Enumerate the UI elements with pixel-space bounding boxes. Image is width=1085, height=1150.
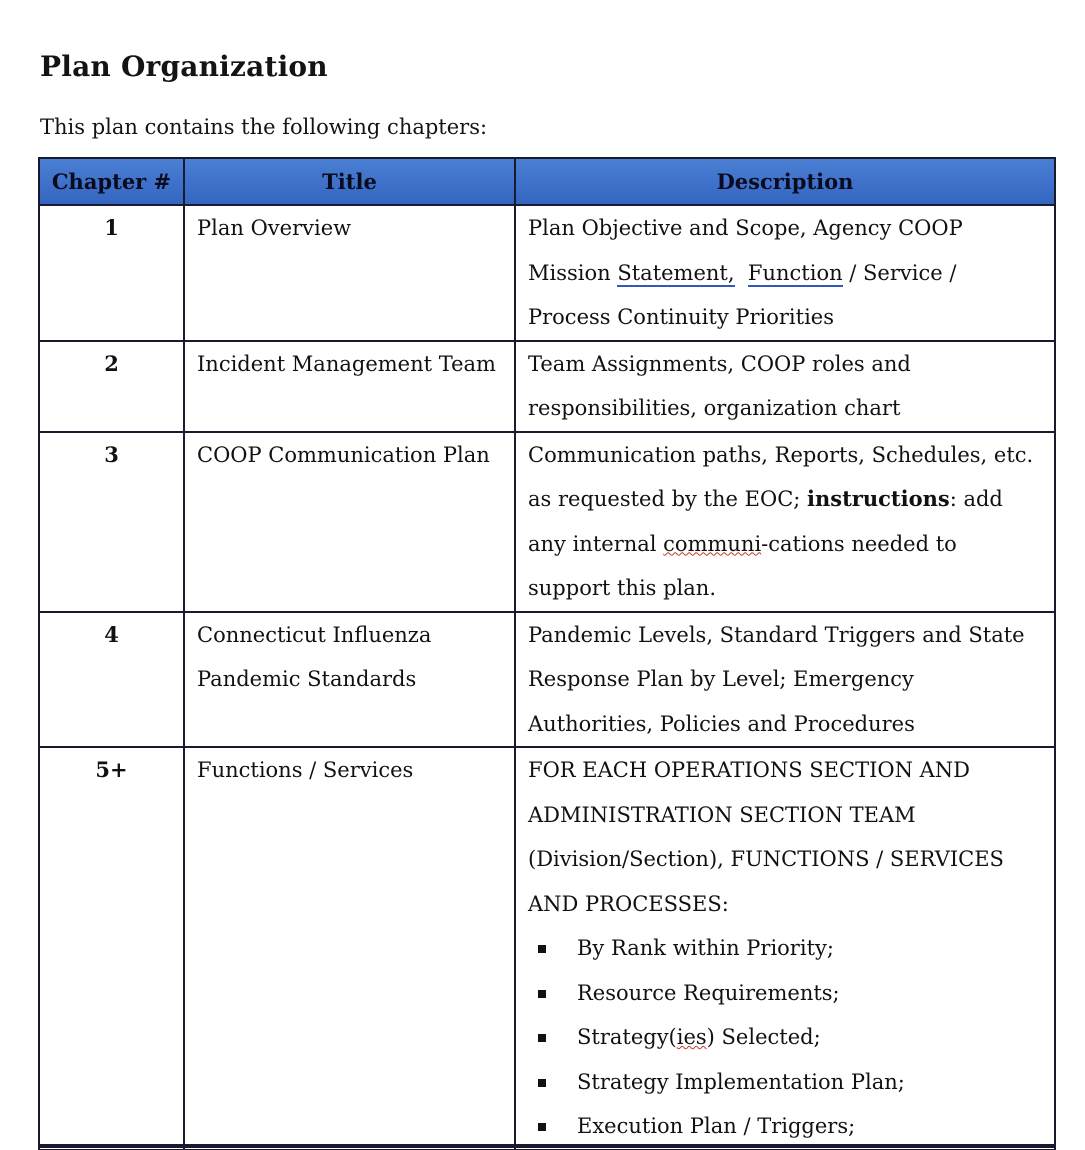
bullet-icon (538, 1079, 546, 1087)
description-text: Plan Objective and Scope, Agency COOP Mission (528, 216, 963, 285)
chapter-description (515, 432, 1055, 612)
list-item (528, 926, 1044, 971)
chapter-description: Team Assignments, COOP roles and responsibilities, organization chart (515, 341, 1055, 432)
list-item-text: Resource Requirements; (577, 980, 840, 1005)
header-title: Title (184, 158, 515, 205)
description-text: -cations needed to support this plan. (528, 531, 957, 600)
header-description: Description (515, 158, 1055, 205)
bullet-icon (538, 1034, 546, 1042)
list-item-text: Strategy Implementation Plan; (577, 1069, 905, 1094)
list-item-text: Execution Plan / Triggers; (577, 1114, 856, 1138)
table-row (39, 432, 1055, 612)
list-item (528, 971, 1044, 1016)
chapter-description: Pandemic Levels, Standard Triggers and State Response Plan by Level; Emergency Authorities, Policies and Procedures (515, 612, 1055, 748)
bullet-icon (538, 945, 546, 953)
chapter-description (515, 205, 1055, 341)
table-row (39, 341, 1055, 432)
chapter-title: Plan Overview (184, 205, 515, 341)
instructions-label: instructions (807, 486, 950, 511)
list-item (528, 1015, 1044, 1060)
hyperlink-statement[interactable]: Statement, (617, 260, 735, 285)
bullet-list (528, 926, 1044, 1149)
intro-text: This plan contains the following chapters: (40, 115, 488, 139)
list-item-text: Strategy( (577, 1025, 677, 1049)
table-bottom-border (38, 1144, 1054, 1148)
list-item (528, 1060, 1044, 1105)
chapter-title: COOP Communication Plan (184, 432, 515, 612)
chapter-description (515, 747, 1055, 1150)
hyperlink-function[interactable]: Function (747, 260, 843, 285)
list-item-text: By Rank within Priority; (577, 936, 834, 960)
description-text: FOR EACH OPERATIONS SECTION AND ADMINISTRATION SECTION TEAM (Division/Section), FUNCTIONS / SERVICES AND PROCESSES: (528, 758, 1004, 916)
chapter-title: Incident Management Team (184, 341, 515, 432)
page-heading: Plan Organization (40, 50, 328, 83)
list-item (528, 1104, 1044, 1149)
chapter-number: 2 (39, 341, 184, 432)
bullet-icon (538, 990, 546, 998)
list-item-text: ) Selected; (706, 1025, 821, 1049)
bullet-icon (538, 1123, 546, 1131)
chapter-title: Functions / Services (184, 747, 515, 1150)
chapter-title: Connecticut Influenza Pandemic Standards (184, 612, 515, 748)
table-header-row (39, 158, 1055, 205)
table-row (39, 612, 1055, 748)
chapters-table (38, 157, 1056, 1150)
description-text: : add any internal (528, 487, 1003, 556)
chapter-number: 5+ (39, 747, 184, 1150)
chapter-number: 1 (39, 205, 184, 341)
description-text: / Service / Process Continuity Priorities (528, 260, 957, 329)
description-text: Communication paths, Reports, Schedules, etc. as requested by the EOC; (528, 442, 1034, 511)
table-row (39, 205, 1055, 341)
header-chapter: Chapter # (39, 158, 184, 205)
table-row (39, 747, 1055, 1150)
spelling-flag: communi (663, 531, 762, 556)
spelling-flag: ies (676, 1025, 707, 1049)
chapter-number: 4 (39, 612, 184, 748)
chapter-number: 3 (39, 432, 184, 612)
